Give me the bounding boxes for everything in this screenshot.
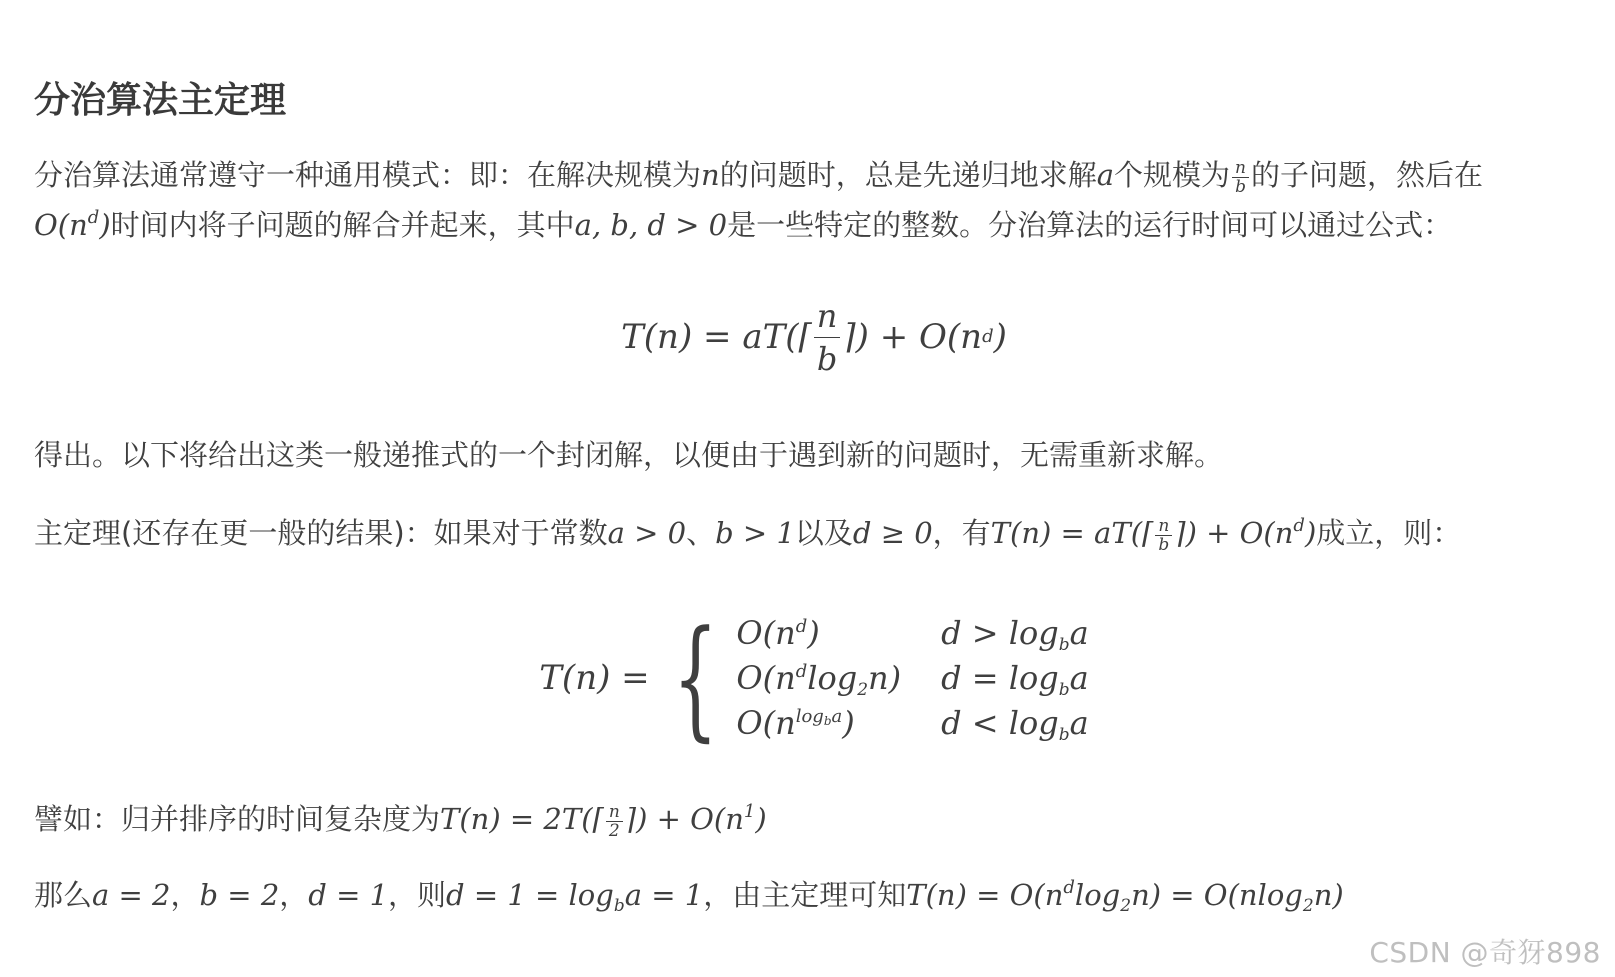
case-3-expr — [736, 701, 901, 746]
theorem-text-1: 主定理(还存在更一般的结果)：如果对于常数 — [34, 516, 608, 550]
intro-text-4: 的子问题，然后在 — [1250, 158, 1483, 192]
chain-start: d = 1 = log — [446, 878, 614, 912]
example-paragraph — [34, 794, 1594, 844]
case-1-expr — [736, 611, 901, 656]
case-3-cond-start: d < log — [941, 703, 1059, 742]
chain-end: a = 1 — [624, 878, 704, 912]
case-1-cond-sub: b — [1058, 634, 1070, 655]
theorem-eq-end: ) — [1304, 516, 1317, 550]
case-2-cond-sub: b — [1058, 679, 1070, 700]
result-start: T(n) = O(n — [906, 878, 1064, 912]
case-1-cond-end: a — [1069, 613, 1089, 652]
conclusion-paragraph — [34, 870, 1594, 920]
intro-text-1: 分治算法通常遵守一种通用模式：即：在解决规模为 — [34, 158, 702, 192]
formula-rhs-start: ⌉) + O(n — [842, 317, 983, 357]
case-3-exponent — [796, 706, 843, 727]
result-mid: log — [1074, 878, 1121, 912]
intro-text-6: 是一些特定的整数。分治算法的运行时间可以通过公式： — [727, 208, 1453, 242]
example-equation — [440, 801, 767, 841]
chain-sub: b — [613, 896, 625, 916]
formula-fraction-numerator: n — [814, 295, 841, 338]
csdn-watermark: CSDN @奇犽898 — [1369, 936, 1601, 969]
theorem-sep-1: 、 — [686, 516, 716, 550]
master-theorem-statement — [34, 508, 1594, 558]
result-exponent: d — [1063, 877, 1075, 898]
theorem-equation — [990, 515, 1317, 555]
theorem-eq-start: T(n) = aT(⌈ — [990, 516, 1154, 550]
conclusion-sep-1: ， — [170, 878, 200, 912]
case-3-cond-sub: b — [1058, 724, 1070, 745]
theorem-fraction — [1155, 517, 1172, 554]
case-1-expr-end: ) — [807, 613, 820, 652]
conclusion-text-3: ，由主定理可知 — [703, 878, 907, 912]
case-1-cond-start: d > log — [941, 613, 1059, 652]
cases-formula — [34, 598, 1594, 758]
case-1-exponent: d — [795, 615, 808, 637]
result-sub-2: 2 — [1302, 896, 1314, 916]
intro-text-2: 的问题时，总是先递归地求解 — [719, 158, 1097, 192]
theorem-fraction-numerator: n — [1155, 517, 1172, 536]
theorem-text-3: ，有 — [932, 516, 991, 550]
b-equals: b = 2 — [199, 878, 280, 912]
example-eq-mid: ⌉) + O(n — [624, 802, 744, 836]
exponent-d: d — [87, 207, 100, 228]
example-eq-start: T(n) = 2T(⌈ — [440, 802, 604, 836]
example-eq-end: ) — [755, 802, 767, 836]
d-equals: d = 1 — [308, 878, 389, 912]
cases-lhs: T(n) = — [539, 658, 650, 698]
fraction-denominator: b — [1235, 176, 1246, 197]
result-end: n) — [1313, 878, 1344, 912]
cond-a: a > 0 — [607, 516, 687, 550]
formula-rhs-end: ) — [993, 317, 1007, 357]
case-3-expr-start: O(n — [736, 703, 796, 742]
case-2-expr-mid: log — [807, 658, 858, 697]
example-exponent: 1 — [743, 801, 756, 822]
example-text-1: 譬如：归并排序的时间复杂度为 — [34, 802, 441, 836]
theorem-eq-mid: ⌉) + O(n — [1174, 516, 1294, 550]
case-2-cond-end: a — [1069, 658, 1089, 697]
theorem-text-2: 以及 — [794, 516, 853, 550]
case-3-expr-end: ) — [842, 703, 855, 742]
example-fraction — [606, 803, 623, 840]
case-3-cond-end: a — [1069, 703, 1089, 742]
intro-text-5: 时间内将子问题的解合并起来，其中 — [110, 208, 575, 242]
case-2-sub: 2 — [857, 679, 869, 700]
recurrence-formula: T(n) = aT(⌈ $\frac{n}{b}$ ⌉) + O(n d ) — [621, 296, 1007, 378]
condition-abd: a, b, d > 0 — [574, 208, 728, 242]
intro-paragraph — [34, 150, 1594, 250]
bigO-expression — [34, 208, 111, 242]
case-2-cond — [941, 656, 1089, 701]
cases-grid — [736, 611, 1088, 746]
var-n: n — [701, 158, 720, 192]
bigO-end: ) — [99, 208, 111, 242]
chain-equation — [446, 878, 704, 916]
case-1-expr-start: O(n — [736, 613, 796, 652]
case-2-cond-start: d = log — [941, 658, 1059, 697]
var-a: a — [1096, 158, 1115, 192]
article-body — [34, 70, 1594, 920]
case-2-expr-start: O(n — [736, 658, 796, 697]
case-3-cond — [941, 701, 1089, 746]
result-equation — [906, 877, 1344, 916]
case-3-exp-end: a — [831, 705, 843, 727]
formula-fraction-denominator: b — [816, 339, 838, 378]
case-1-cond — [941, 611, 1089, 656]
conclusion-text-2: ，则 — [388, 878, 447, 912]
theorem-text-4: 成立，则： — [1316, 516, 1462, 550]
cond-b: b > 1 — [715, 516, 795, 550]
example-fraction-numerator: n — [606, 803, 623, 822]
case-3-exp-sub: b — [823, 713, 832, 728]
bigO-start: O(n — [34, 208, 88, 242]
result-sub: 2 — [1120, 896, 1132, 916]
section-heading: 分治算法主定理 — [34, 80, 287, 121]
cond-d: d ≥ 0 — [852, 516, 933, 550]
example-fraction-denominator: 2 — [608, 820, 620, 841]
closed-form-paragraph: 得出。以下将给出这类一般递推式的一个封闭解，以便由于遇到新的问题时，无需重新求解。 — [34, 438, 1224, 472]
intro-text-3: 个规模为 — [1114, 158, 1231, 192]
case-2-exponent: d — [795, 660, 808, 682]
fraction-n-over-b — [1232, 159, 1249, 196]
theorem-exponent-d: d — [1293, 515, 1305, 536]
a-equals: a = 2 — [92, 878, 171, 912]
case-2-expr-end: n) — [868, 658, 902, 697]
case-3-exp-log: log — [795, 705, 824, 727]
formula-fraction — [814, 295, 841, 380]
theorem-fraction-denominator: b — [1158, 534, 1170, 555]
formula-lhs: T(n) = aT(⌈ — [621, 317, 812, 357]
conclusion-text-1: 那么 — [34, 878, 93, 912]
case-2-expr — [736, 656, 901, 701]
conclusion-sep-2: ， — [279, 878, 309, 912]
fraction-numerator: n — [1232, 159, 1249, 178]
left-brace: { — [672, 602, 718, 754]
result-mid-2: n) = O(nlog — [1131, 878, 1303, 912]
